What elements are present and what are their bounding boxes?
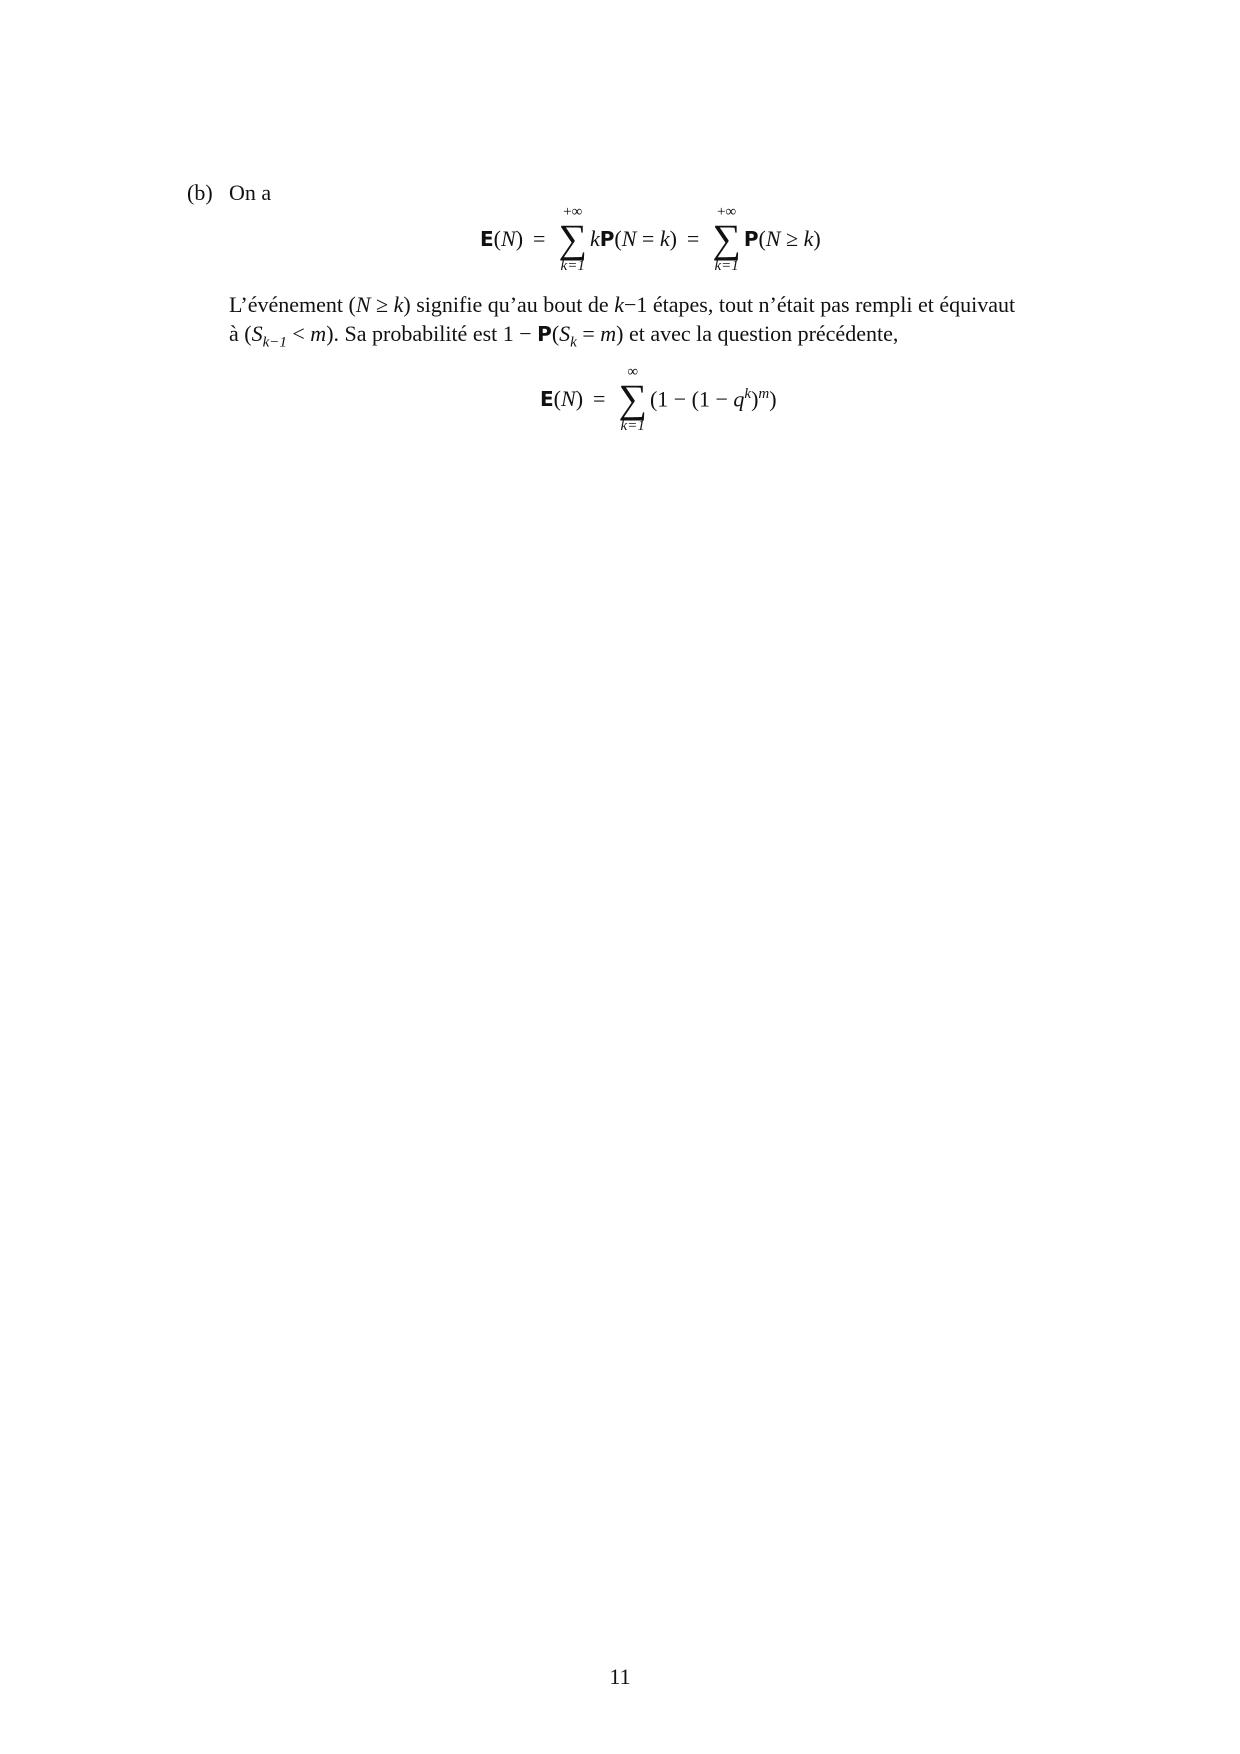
sum-lower-3: k=1 [620,418,645,434]
equation-expectation-result: E(N) = ∞ ∑ k=1 $(1 - (1 - q^k)^m)$ [540,364,777,434]
sum-upper-1: +∞ [563,204,583,220]
sum-lower-1: k=1 [560,258,585,274]
page-number: 11 [609,1664,631,1689]
sum-operator-2: +∞ ∑ k=1 [712,204,741,274]
sum-lower-2: k=1 [714,258,739,274]
eq1-lhs: E(N) [480,226,524,251]
paragraph-line-2: à $(S_{k-1} < m)$. Sa probabilité est $1 - P(S_k = m)$ et avec la question précédente, [229,321,899,351]
sum-upper-2: +∞ [717,204,737,220]
sum-upper-3: ∞ [627,364,639,380]
equation-expectation-sums: E(N) = +∞ ∑ k=1 kP(N = k) = +∞ ∑ k=1 P(N ≥ k) [480,204,821,274]
explanation-paragraph [229,290,1129,357]
sum-term-3: $(1 - (1 - q^k)^m)$ [649,385,777,412]
eq2-lhs: E(N) [540,386,584,411]
sum-term-1: kP(N = k) [589,226,677,251]
intro-text: On a [229,180,272,205]
paragraph-line-1: L’événement (N ≥ k) signifie qu’au bout de k−1 étapes, tout n’était pas rempli et équivaut [229,292,1016,317]
sum-term-2: P(N ≥ k) [743,226,821,251]
sum-operator-1: +∞ ∑ k=1 [558,204,587,274]
sum-operator-3: ∞ ∑ k=1 [618,364,647,434]
item-label: (b) [187,180,213,205]
